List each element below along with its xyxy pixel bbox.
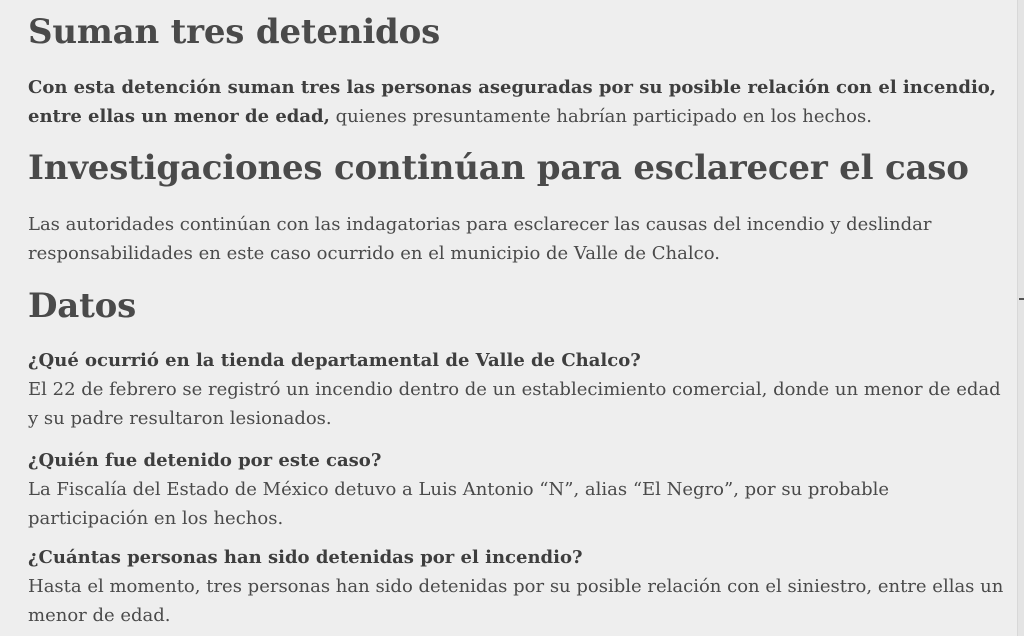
- faq-question: ¿Qué ocurrió en la tienda departamental de Valle de Chalco?: [28, 350, 641, 371]
- faq-item: [28, 346, 1008, 433]
- faq-answer: La Fiscalía del Estado de México detuvo a Luis Antonio “N”, alias “El Negro”, por su probable participación en los hechos.: [28, 479, 890, 529]
- paragraph-detenidos-bold: Con esta detención suman tres las personas aseguradas por su posible relación con el incendio, entre ellas un menor de edad,: [28, 77, 997, 127]
- faq-answer: El 22 de febrero se registró un incendio dentro de un establecimiento comercial, donde un menor de edad y su padre resultaron lesionados.: [28, 379, 1001, 429]
- faq-question: ¿Cuántas personas han sido detenidas por el incendio?: [28, 547, 583, 568]
- paragraph-investigaciones: Las autoridades continúan con las indagatorias para esclarecer las causas del incendio y deslindar responsabilidades en este caso ocurrido en el municipio de Valle de Chalco.: [28, 214, 932, 264]
- faq-answer: Hasta el momento, tres personas han sido detenidas por su posible relación con el siniestro, entre ellas un menor de edad.: [28, 576, 1004, 626]
- faq-question: ¿Quién fue detenido por este caso?: [28, 450, 382, 471]
- paragraph-detenidos-rest: quienes presuntamente habrían participado en los hechos.: [329, 106, 872, 127]
- section-heading-detenidos: Suman tres detenidos: [28, 12, 441, 52]
- faq-item: [28, 446, 1008, 533]
- section-heading-datos: Datos: [28, 286, 137, 326]
- section-heading-investigaciones: Investigaciones continúan para esclarecer el caso: [28, 148, 969, 188]
- faq-item: [28, 543, 1008, 630]
- scrollbar[interactable]: [1017, 0, 1024, 636]
- scrollbar-thumb[interactable]: [1019, 298, 1024, 300]
- paragraph-detenidos: [28, 73, 1008, 131]
